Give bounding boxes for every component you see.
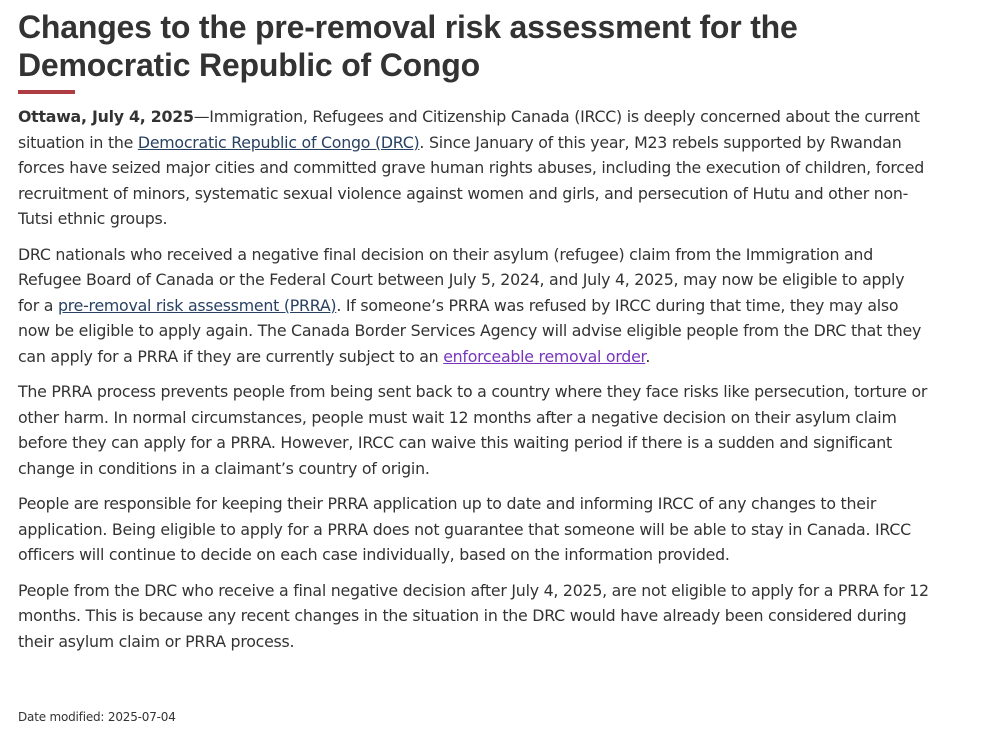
paragraph-1-lead: —Immigration, Refugees and Citizenship Canada (IRCC) is deeply concerned about the current situation in the [18,107,920,152]
paragraph-2 [18,242,930,370]
date-modified [18,710,176,724]
paragraph-5: People from the DRC who receive a final negative decision after July 4, 2025, are not eligible to apply for a PRRA for 12 months. This is because any recent changes in the situation in the DRC would have already been considered during their asylum claim or PRRA process. [18,580,929,651]
removal-order-link[interactable]: enforceable removal order [443,346,646,366]
date-modified-label: Date modified: [18,710,105,724]
date-modified-value: 2025-07-04 [107,710,176,724]
main-content [18,8,930,664]
paragraph-1 [18,104,930,232]
paragraph-3: The PRRA process prevents people from being sent back to a country where they face risks like persecution, torture or other harm. In normal circumstances, people must wait 12 months after a negative decision on their asylum claim before they can apply for a PRRA. However, IRCC can waive this waiting period if there is a sudden and significant change in conditions in a claimant’s country of origin. [18,382,928,478]
dateline: Ottawa, July 4, 2025 [18,107,194,126]
paragraph-2-end: . [645,346,651,366]
page-title: Changes to the pre-removal risk assessment for the Democratic Republic of Congo [18,9,798,83]
paragraph-1-rest: . Since January of this year, M23 rebels supported by Rwandan forces have seized major cities and committed grave human rights abuses, including the execution of children, forced recruitment of minors, systematic sexual violence against women and girls, and persecution of Hutu and other non-Tutsi ethnic groups. [18,132,924,228]
prra-link[interactable]: pre-removal risk assessment (PRRA) [57,295,337,315]
paragraph-2-middle: . If someone’s PRRA was refused by IRCC during that time, they may also now be eligible to apply again. The Canada Border Services Agency will advise eligible people from the DRC that they can apply for a PRRA if they are currently subject to an [18,295,922,366]
paragraph-2-lead: DRC nationals who received a negative final decision on their asylum (refugee) claim from the Immigration and Refugee Board of Canada or the Federal Court between July 5, 2024, and July 4, 2025, may now be eligible to apply for a [18,244,905,315]
paragraph-4: People are responsible for keeping their PRRA application up to date and informing IRCC of any changes to their application. Being eligible to apply for a PRRA does not guarantee that someone will be able to stay in Canada. IRCC officers will continue to decide on each case individually, based on the information provided. [18,494,911,564]
title-underline [18,90,75,94]
drc-link[interactable]: Democratic Republic of Congo (DRC) [137,132,420,152]
